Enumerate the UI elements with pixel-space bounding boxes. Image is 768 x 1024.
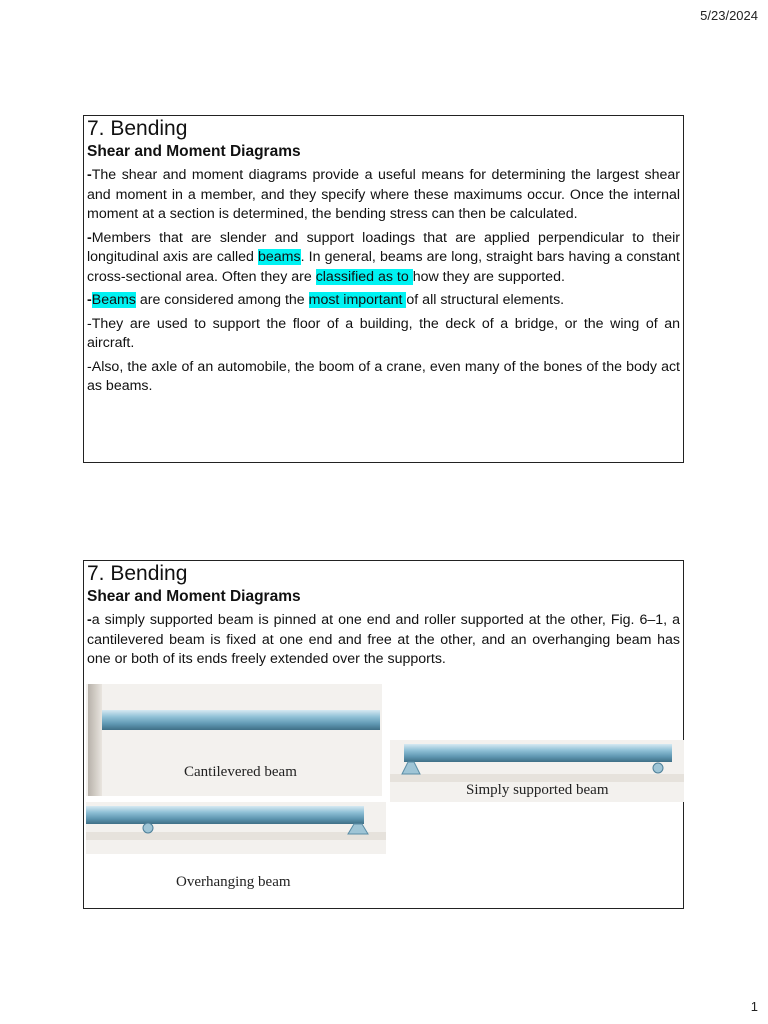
highlight-most-important: most important [308, 292, 407, 308]
simply-supported-beam [404, 744, 672, 762]
bullet-dash: - [87, 292, 92, 308]
paragraph-text: Members that are slender and support loadings that are applied perpendicular to their longitudinal axis are called [87, 229, 680, 265]
caption-simply-supported: Simply supported beam [466, 781, 609, 798]
bullet-dash: - [87, 612, 92, 628]
slide-title: 7. Bending [87, 117, 188, 140]
overhanging-beam [86, 806, 364, 824]
roller-support-icon [143, 823, 153, 833]
bullet-dash: - [87, 167, 92, 183]
slide-2 [83, 560, 684, 909]
paragraph-text: of all structural elements. [406, 292, 565, 308]
slide-subtitle: Shear and Moment Diagrams [87, 143, 301, 160]
paragraph-text: The shear and moment diagrams provide a useful means for determining the largest shear and moment in a member, and they specify where these maximums occur. Once the internal moment at a section is determined, the bending stress can then be calculated. [87, 167, 680, 222]
beam-figure [84, 682, 683, 912]
slide-1 [83, 115, 684, 463]
roller-support-icon [653, 763, 663, 773]
highlight-classified: classified as to [315, 268, 413, 285]
paragraph-2 [87, 229, 680, 288]
page-number: 1 [750, 999, 758, 1014]
paragraph-text: are considered among the [135, 292, 309, 308]
slide-title: 7. Bending [87, 562, 188, 585]
header-date: 5/23/2024 [700, 8, 758, 23]
paragraph-text: how they are supported. [412, 268, 565, 285]
paragraph-text: a simply supported beam is pinned at one end and roller supported at the other, Fig. 6–1, a cantilevered beam is fixed at one end and free at the other, and an overhanging beam has one or both of its ends freely extended over the supports. [87, 612, 680, 667]
caption-cantilevered: Cantilevered beam [184, 763, 297, 780]
cantilever-beam [102, 710, 380, 730]
paragraph-5: -Also, the axle of an automobile, the boom of a crane, even many of the bones of the body act as beams. [87, 358, 680, 394]
slide-subtitle: Shear and Moment Diagrams [87, 588, 301, 605]
paragraph-3 [87, 291, 680, 311]
paragraph-1 [87, 611, 680, 670]
paragraph-1 [87, 166, 680, 225]
caption-overhanging: Overhanging beam [176, 873, 291, 890]
paragraph-4: -They are used to support the floor of a building, the deck of a bridge, or the wing of an aircraft. [87, 315, 680, 351]
bullet-dash: - [87, 229, 92, 246]
wall-support [88, 684, 102, 796]
paragraph-text: . In general, beams are long, straight bars having a constant cross-sectional area. Often they are [87, 249, 680, 285]
highlight-beams: beams [258, 249, 301, 265]
overhanging-beam-image [86, 802, 386, 854]
highlight-beams: Beams [91, 292, 136, 308]
